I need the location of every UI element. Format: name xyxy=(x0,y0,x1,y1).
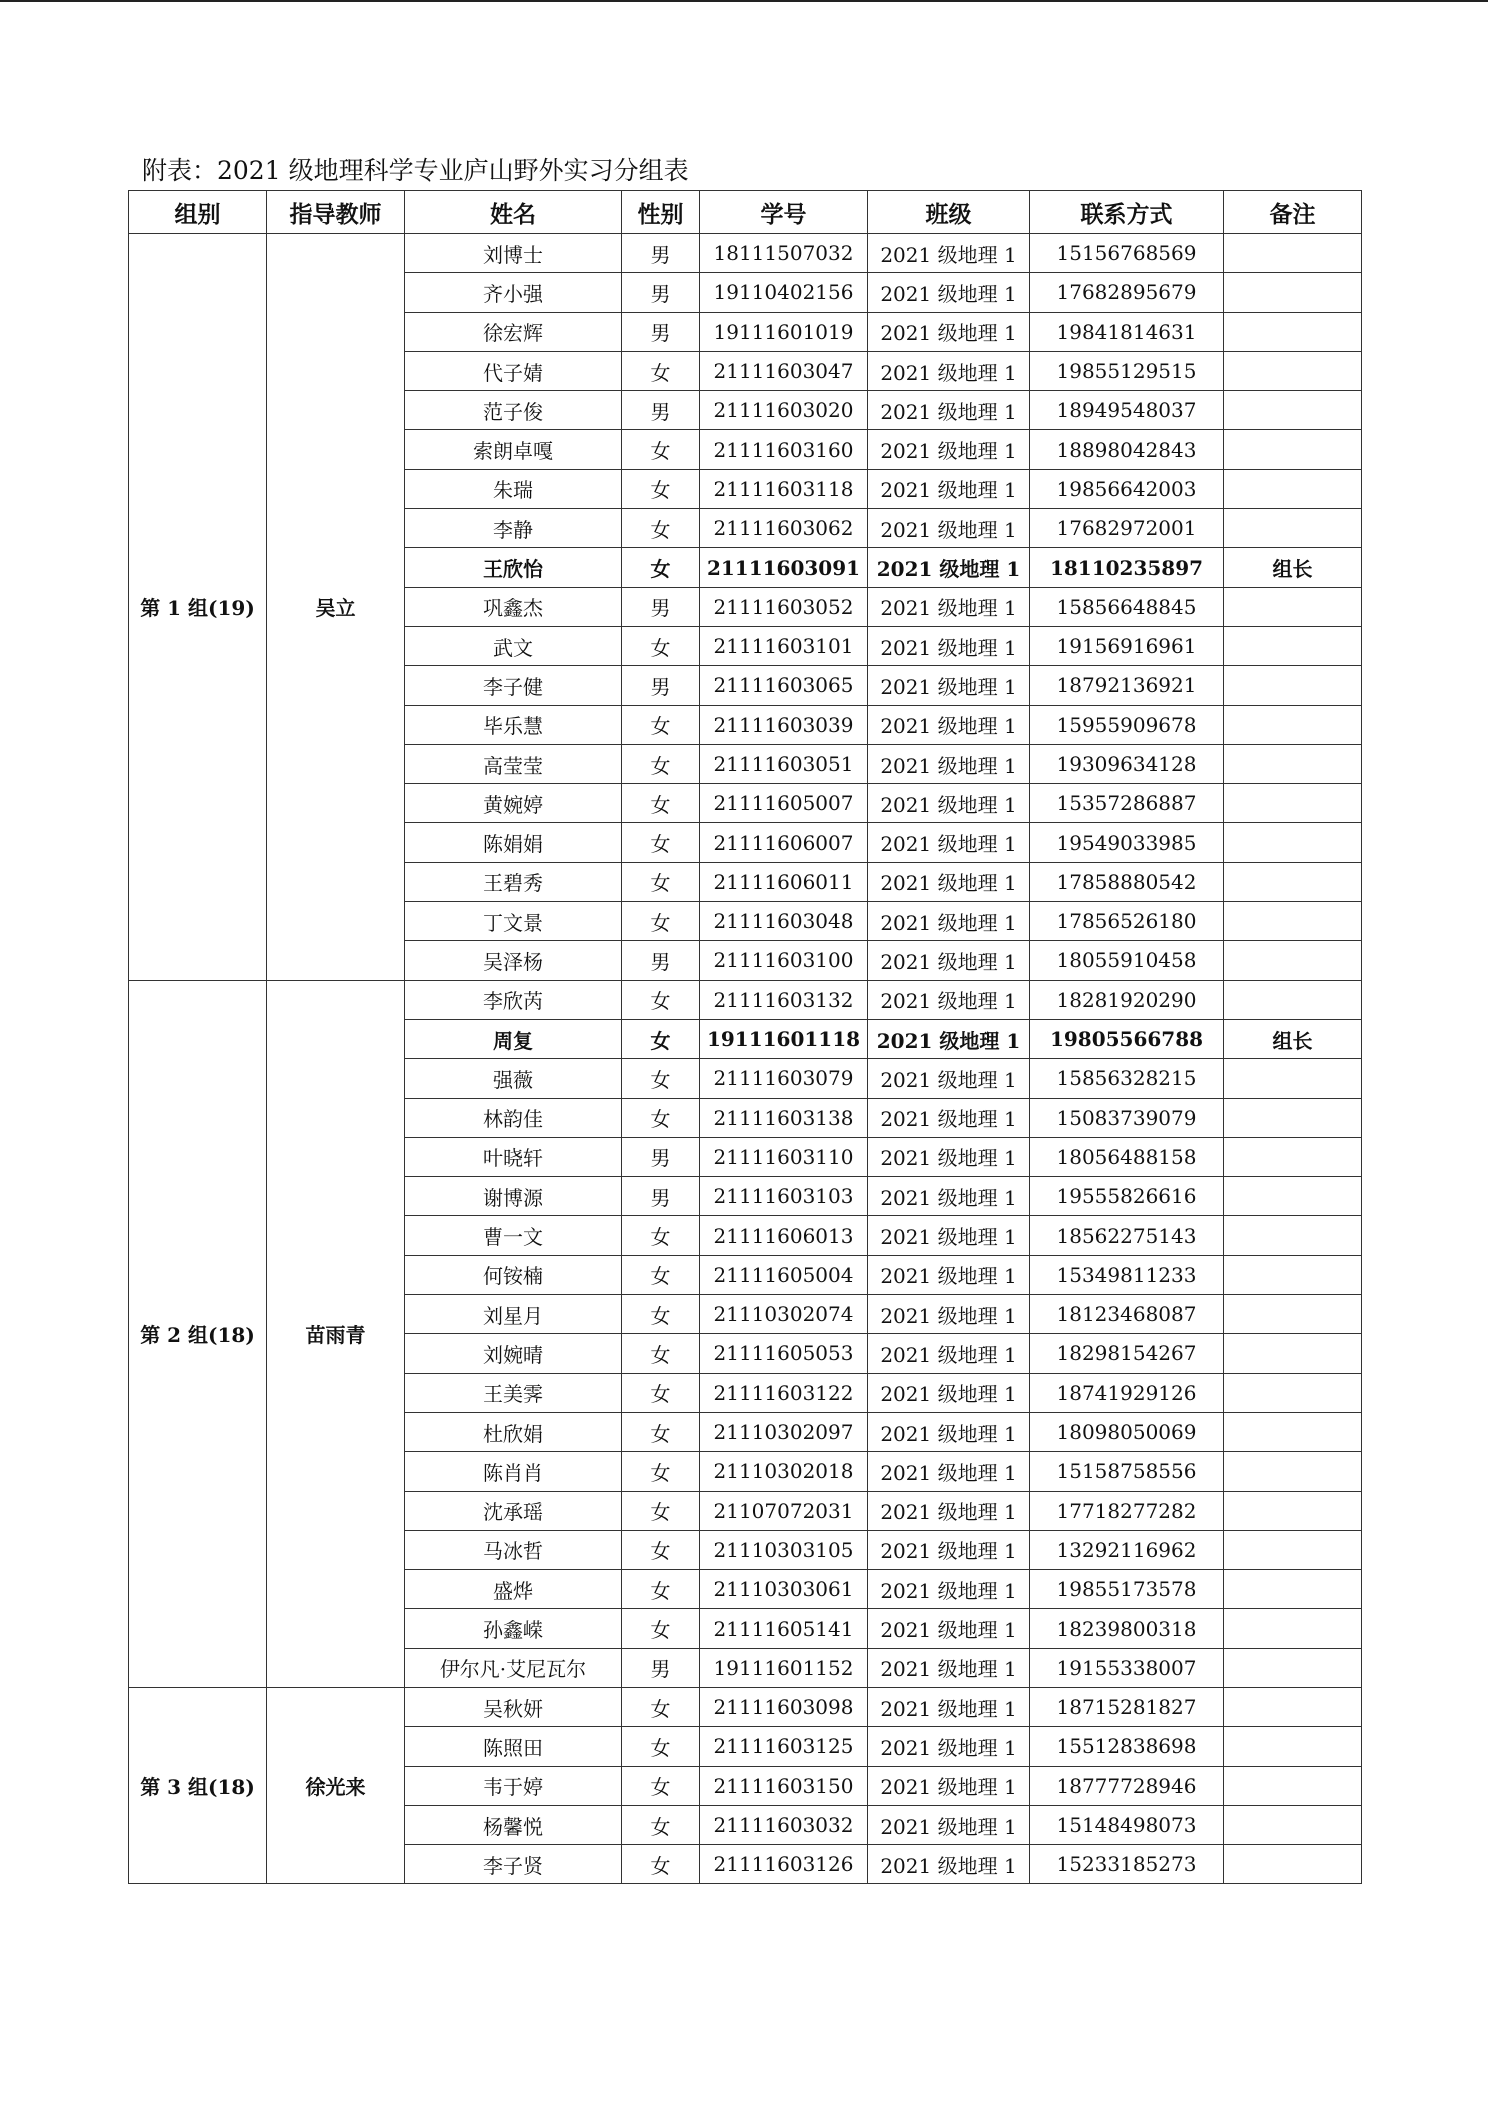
member-class: 2021 级地理 1 xyxy=(868,902,1030,941)
table-row xyxy=(129,1687,1362,1726)
member-student-id: 21111603122 xyxy=(700,1373,868,1412)
member-class: 2021 级地理 1 xyxy=(868,1687,1030,1726)
group-label: 第 2 组(18) xyxy=(129,980,267,1687)
member-remark: 组长 xyxy=(1224,1019,1362,1058)
member-name: 曹一文 xyxy=(405,1216,622,1255)
member-phone: 15349811233 xyxy=(1030,1255,1224,1294)
document-title: 附表：2021 级地理科学专业庐山野外实习分组表 xyxy=(142,156,689,185)
member-gender: 女 xyxy=(622,351,700,390)
member-class: 2021 级地理 1 xyxy=(868,1177,1030,1216)
member-gender: 男 xyxy=(622,666,700,705)
member-phone: 15156768569 xyxy=(1030,234,1224,273)
member-gender: 女 xyxy=(622,1805,700,1844)
member-class: 2021 级地理 1 xyxy=(868,1059,1030,1098)
member-remark xyxy=(1224,1059,1362,1098)
member-name: 陈照田 xyxy=(405,1727,622,1766)
table-body xyxy=(129,234,1362,1884)
member-class: 2021 级地理 1 xyxy=(868,784,1030,823)
member-remark xyxy=(1224,430,1362,469)
member-class: 2021 级地理 1 xyxy=(868,1530,1030,1569)
member-name: 杨馨悦 xyxy=(405,1805,622,1844)
member-gender: 女 xyxy=(622,862,700,901)
member-remark xyxy=(1224,1687,1362,1726)
table-row xyxy=(129,234,1362,273)
member-name: 黄婉婷 xyxy=(405,784,622,823)
member-gender: 男 xyxy=(622,312,700,351)
member-remark xyxy=(1224,941,1362,980)
member-name: 杜欣娟 xyxy=(405,1412,622,1451)
member-gender: 女 xyxy=(622,1609,700,1648)
member-name: 刘星月 xyxy=(405,1295,622,1334)
group-label: 第 3 组(18) xyxy=(129,1687,267,1883)
member-student-id: 21111603098 xyxy=(700,1687,868,1726)
member-remark xyxy=(1224,1412,1362,1451)
member-class: 2021 级地理 1 xyxy=(868,312,1030,351)
member-phone: 19549033985 xyxy=(1030,823,1224,862)
member-remark xyxy=(1224,1137,1362,1176)
member-name: 毕乐慧 xyxy=(405,705,622,744)
member-name: 孙鑫嵘 xyxy=(405,1609,622,1648)
member-remark xyxy=(1224,1334,1362,1373)
member-gender: 女 xyxy=(622,1334,700,1373)
member-student-id: 21111605141 xyxy=(700,1609,868,1648)
member-remark xyxy=(1224,902,1362,941)
member-gender: 男 xyxy=(622,1648,700,1687)
member-class: 2021 级地理 1 xyxy=(868,1805,1030,1844)
member-phone: 15856648845 xyxy=(1030,587,1224,626)
member-gender: 男 xyxy=(622,391,700,430)
member-gender: 女 xyxy=(622,980,700,1019)
member-remark xyxy=(1224,1648,1362,1687)
member-phone: 19855129515 xyxy=(1030,351,1224,390)
member-gender: 女 xyxy=(622,1766,700,1805)
member-remark xyxy=(1224,234,1362,273)
member-remark xyxy=(1224,1727,1362,1766)
member-class: 2021 级地理 1 xyxy=(868,351,1030,390)
member-gender: 男 xyxy=(622,587,700,626)
member-name: 吴秋妍 xyxy=(405,1687,622,1726)
member-phone: 18239800318 xyxy=(1030,1609,1224,1648)
member-name: 徐宏辉 xyxy=(405,312,622,351)
member-remark xyxy=(1224,1373,1362,1412)
member-class: 2021 级地理 1 xyxy=(868,430,1030,469)
member-student-id: 21111603048 xyxy=(700,902,868,941)
member-student-id: 21111603125 xyxy=(700,1727,868,1766)
member-student-id: 21111603118 xyxy=(700,469,868,508)
member-gender: 女 xyxy=(622,1255,700,1294)
member-phone: 18741929126 xyxy=(1030,1373,1224,1412)
member-phone: 17718277282 xyxy=(1030,1491,1224,1530)
member-phone: 15233185273 xyxy=(1030,1845,1224,1884)
member-class: 2021 级地理 1 xyxy=(868,1019,1030,1058)
member-class: 2021 级地理 1 xyxy=(868,548,1030,587)
member-student-id: 21111603091 xyxy=(700,548,868,587)
member-class: 2021 级地理 1 xyxy=(868,1570,1030,1609)
member-remark xyxy=(1224,1845,1362,1884)
member-remark xyxy=(1224,1530,1362,1569)
member-remark xyxy=(1224,705,1362,744)
member-name: 范子俊 xyxy=(405,391,622,430)
member-student-id: 21111605004 xyxy=(700,1255,868,1294)
member-gender: 女 xyxy=(622,1412,700,1451)
member-phone: 18777728946 xyxy=(1030,1766,1224,1805)
member-student-id: 21107072031 xyxy=(700,1491,868,1530)
member-name: 沈承瑶 xyxy=(405,1491,622,1530)
member-remark xyxy=(1224,862,1362,901)
member-student-id: 21111603052 xyxy=(700,587,868,626)
member-student-id: 21110302097 xyxy=(700,1412,868,1451)
member-gender: 女 xyxy=(622,1373,700,1412)
member-class: 2021 级地理 1 xyxy=(868,1412,1030,1451)
member-remark xyxy=(1224,784,1362,823)
header-gender: 性别 xyxy=(622,191,700,234)
member-student-id: 21111603065 xyxy=(700,666,868,705)
member-class: 2021 级地理 1 xyxy=(868,941,1030,980)
member-phone: 18298154267 xyxy=(1030,1334,1224,1373)
member-remark xyxy=(1224,1295,1362,1334)
member-gender: 男 xyxy=(622,273,700,312)
member-class: 2021 级地理 1 xyxy=(868,1216,1030,1255)
member-phone: 17856526180 xyxy=(1030,902,1224,941)
member-remark xyxy=(1224,1570,1362,1609)
grouping-table xyxy=(128,190,1362,1884)
member-gender: 女 xyxy=(622,548,700,587)
member-phone: 15512838698 xyxy=(1030,1727,1224,1766)
member-name: 陈肖肖 xyxy=(405,1452,622,1491)
member-gender: 男 xyxy=(622,234,700,273)
group-label: 第 1 组(19) xyxy=(129,234,267,981)
member-student-id: 21111603062 xyxy=(700,509,868,548)
member-phone: 18056488158 xyxy=(1030,1137,1224,1176)
member-student-id: 21110302074 xyxy=(700,1295,868,1334)
member-student-id: 21111603101 xyxy=(700,626,868,665)
member-student-id: 19111601118 xyxy=(700,1019,868,1058)
member-remark xyxy=(1224,273,1362,312)
member-name: 刘婉晴 xyxy=(405,1334,622,1373)
member-gender: 女 xyxy=(622,784,700,823)
member-name: 王碧秀 xyxy=(405,862,622,901)
member-gender: 男 xyxy=(622,941,700,980)
member-name: 代子婧 xyxy=(405,351,622,390)
member-remark xyxy=(1224,1177,1362,1216)
member-student-id: 21111603020 xyxy=(700,391,868,430)
member-phone: 18110235897 xyxy=(1030,548,1224,587)
member-class: 2021 级地理 1 xyxy=(868,1098,1030,1137)
member-gender: 女 xyxy=(622,1098,700,1137)
group-teacher: 吴立 xyxy=(267,234,405,981)
header-group: 组别 xyxy=(129,191,267,234)
group-teacher: 徐光来 xyxy=(267,1687,405,1883)
member-gender: 女 xyxy=(622,823,700,862)
member-student-id: 21111603079 xyxy=(700,1059,868,1098)
table-row xyxy=(129,980,1362,1019)
member-class: 2021 级地理 1 xyxy=(868,587,1030,626)
member-phone: 19841814631 xyxy=(1030,312,1224,351)
member-student-id: 21111603126 xyxy=(700,1845,868,1884)
member-phone: 19555826616 xyxy=(1030,1177,1224,1216)
member-class: 2021 级地理 1 xyxy=(868,1295,1030,1334)
member-phone: 18123468087 xyxy=(1030,1295,1224,1334)
member-student-id: 21111603100 xyxy=(700,941,868,980)
member-class: 2021 级地理 1 xyxy=(868,234,1030,273)
member-gender: 女 xyxy=(622,1059,700,1098)
member-remark xyxy=(1224,823,1362,862)
member-name: 谢博源 xyxy=(405,1177,622,1216)
member-class: 2021 级地理 1 xyxy=(868,823,1030,862)
member-phone: 17682972001 xyxy=(1030,509,1224,548)
member-gender: 女 xyxy=(622,1727,700,1766)
header-remark: 备注 xyxy=(1224,191,1362,234)
member-class: 2021 级地理 1 xyxy=(868,744,1030,783)
member-class: 2021 级地理 1 xyxy=(868,1845,1030,1884)
member-gender: 女 xyxy=(622,469,700,508)
member-class: 2021 级地理 1 xyxy=(868,509,1030,548)
member-name: 韦于婷 xyxy=(405,1766,622,1805)
member-remark xyxy=(1224,509,1362,548)
member-student-id: 21111603032 xyxy=(700,1805,868,1844)
header-row xyxy=(129,191,1362,234)
member-name: 周复 xyxy=(405,1019,622,1058)
member-remark xyxy=(1224,666,1362,705)
member-class: 2021 级地理 1 xyxy=(868,1766,1030,1805)
member-gender: 女 xyxy=(622,705,700,744)
member-name: 陈娟娟 xyxy=(405,823,622,862)
member-remark xyxy=(1224,391,1362,430)
member-phone: 19309634128 xyxy=(1030,744,1224,783)
member-student-id: 21111603047 xyxy=(700,351,868,390)
member-gender: 男 xyxy=(622,1177,700,1216)
member-remark xyxy=(1224,1805,1362,1844)
member-student-id: 21110302018 xyxy=(700,1452,868,1491)
member-phone: 19856642003 xyxy=(1030,469,1224,508)
member-name: 刘博士 xyxy=(405,234,622,273)
member-class: 2021 级地理 1 xyxy=(868,705,1030,744)
member-class: 2021 级地理 1 xyxy=(868,1137,1030,1176)
member-gender: 女 xyxy=(622,1295,700,1334)
member-phone: 13292116962 xyxy=(1030,1530,1224,1569)
member-phone: 18898042843 xyxy=(1030,430,1224,469)
member-remark xyxy=(1224,351,1362,390)
member-remark xyxy=(1224,980,1362,1019)
member-gender: 女 xyxy=(622,509,700,548)
member-phone: 15148498073 xyxy=(1030,1805,1224,1844)
member-name: 朱瑞 xyxy=(405,469,622,508)
member-remark xyxy=(1224,1255,1362,1294)
member-gender: 女 xyxy=(622,1570,700,1609)
member-phone: 15856328215 xyxy=(1030,1059,1224,1098)
member-student-id: 21111605053 xyxy=(700,1334,868,1373)
member-phone: 18562275143 xyxy=(1030,1216,1224,1255)
member-student-id: 21111603039 xyxy=(700,705,868,744)
member-class: 2021 级地理 1 xyxy=(868,1373,1030,1412)
member-student-id: 21111603138 xyxy=(700,1098,868,1137)
member-remark xyxy=(1224,587,1362,626)
member-gender: 女 xyxy=(622,430,700,469)
member-phone: 17682895679 xyxy=(1030,273,1224,312)
member-remark xyxy=(1224,1766,1362,1805)
member-phone: 19155338007 xyxy=(1030,1648,1224,1687)
member-name: 李静 xyxy=(405,509,622,548)
header-class: 班级 xyxy=(868,191,1030,234)
member-student-id: 21111606011 xyxy=(700,862,868,901)
member-phone: 18792136921 xyxy=(1030,666,1224,705)
header-teacher: 指导教师 xyxy=(267,191,405,234)
member-remark xyxy=(1224,626,1362,665)
member-class: 2021 级地理 1 xyxy=(868,1609,1030,1648)
member-gender: 女 xyxy=(622,1491,700,1530)
member-remark xyxy=(1224,1609,1362,1648)
member-student-id: 19111601019 xyxy=(700,312,868,351)
member-class: 2021 级地理 1 xyxy=(868,1727,1030,1766)
member-name: 何铵楠 xyxy=(405,1255,622,1294)
member-phone: 18715281827 xyxy=(1030,1687,1224,1726)
member-student-id: 21111603103 xyxy=(700,1177,868,1216)
member-phone: 15083739079 xyxy=(1030,1098,1224,1137)
member-phone: 15158758556 xyxy=(1030,1452,1224,1491)
member-student-id: 21111603132 xyxy=(700,980,868,1019)
member-student-id: 21111603160 xyxy=(700,430,868,469)
member-phone: 18055910458 xyxy=(1030,941,1224,980)
member-gender: 女 xyxy=(622,1019,700,1058)
member-gender: 男 xyxy=(622,1137,700,1176)
member-name: 伊尔凡·艾尼瓦尔 xyxy=(405,1648,622,1687)
member-class: 2021 级地理 1 xyxy=(868,391,1030,430)
member-class: 2021 级地理 1 xyxy=(868,273,1030,312)
member-remark xyxy=(1224,744,1362,783)
member-remark: 组长 xyxy=(1224,548,1362,587)
member-remark xyxy=(1224,1216,1362,1255)
member-remark xyxy=(1224,469,1362,508)
member-name: 丁文景 xyxy=(405,902,622,941)
member-name: 齐小强 xyxy=(405,273,622,312)
member-name: 巩鑫杰 xyxy=(405,587,622,626)
member-phone: 18281920290 xyxy=(1030,980,1224,1019)
member-gender: 女 xyxy=(622,902,700,941)
member-name: 高莹莹 xyxy=(405,744,622,783)
member-student-id: 21111606013 xyxy=(700,1216,868,1255)
member-student-id: 18111507032 xyxy=(700,234,868,273)
member-name: 李子健 xyxy=(405,666,622,705)
member-student-id: 21111603150 xyxy=(700,1766,868,1805)
member-gender: 女 xyxy=(622,1687,700,1726)
member-class: 2021 级地理 1 xyxy=(868,666,1030,705)
member-class: 2021 级地理 1 xyxy=(868,980,1030,1019)
member-student-id: 21111606007 xyxy=(700,823,868,862)
member-name: 武文 xyxy=(405,626,622,665)
member-student-id: 21111605007 xyxy=(700,784,868,823)
member-gender: 女 xyxy=(622,1845,700,1884)
member-student-id: 21111603051 xyxy=(700,744,868,783)
header-student-id: 学号 xyxy=(700,191,868,234)
member-phone: 15357286887 xyxy=(1030,784,1224,823)
member-class: 2021 级地理 1 xyxy=(868,1255,1030,1294)
member-phone: 19156916961 xyxy=(1030,626,1224,665)
header-contact: 联系方式 xyxy=(1030,191,1224,234)
member-name: 马冰哲 xyxy=(405,1530,622,1569)
member-student-id: 19111601152 xyxy=(700,1648,868,1687)
member-remark xyxy=(1224,1491,1362,1530)
member-name: 吴泽杨 xyxy=(405,941,622,980)
member-name: 索朗卓嘎 xyxy=(405,430,622,469)
member-class: 2021 级地理 1 xyxy=(868,469,1030,508)
member-name: 王欣怡 xyxy=(405,548,622,587)
group-teacher: 苗雨青 xyxy=(267,980,405,1687)
member-phone: 17858880542 xyxy=(1030,862,1224,901)
member-student-id: 21110303061 xyxy=(700,1570,868,1609)
page-top-border xyxy=(0,0,1488,2)
member-student-id: 21111603110 xyxy=(700,1137,868,1176)
member-class: 2021 级地理 1 xyxy=(868,1452,1030,1491)
member-gender: 女 xyxy=(622,1216,700,1255)
member-class: 2021 级地理 1 xyxy=(868,1648,1030,1687)
member-name: 林韵佳 xyxy=(405,1098,622,1137)
member-remark xyxy=(1224,312,1362,351)
member-name: 盛烨 xyxy=(405,1570,622,1609)
member-phone: 15955909678 xyxy=(1030,705,1224,744)
member-phone: 19855173578 xyxy=(1030,1570,1224,1609)
member-remark xyxy=(1224,1452,1362,1491)
member-gender: 女 xyxy=(622,626,700,665)
member-name: 叶晓轩 xyxy=(405,1137,622,1176)
member-class: 2021 级地理 1 xyxy=(868,1334,1030,1373)
member-gender: 女 xyxy=(622,744,700,783)
member-gender: 女 xyxy=(622,1530,700,1569)
member-name: 强薇 xyxy=(405,1059,622,1098)
member-phone: 18949548037 xyxy=(1030,391,1224,430)
member-name: 王美霁 xyxy=(405,1373,622,1412)
member-phone: 18098050069 xyxy=(1030,1412,1224,1451)
member-phone: 19805566788 xyxy=(1030,1019,1224,1058)
member-class: 2021 级地理 1 xyxy=(868,1491,1030,1530)
member-class: 2021 级地理 1 xyxy=(868,626,1030,665)
header-name: 姓名 xyxy=(405,191,622,234)
member-remark xyxy=(1224,1098,1362,1137)
member-gender: 女 xyxy=(622,1452,700,1491)
member-student-id: 21110303105 xyxy=(700,1530,868,1569)
member-name: 李欣芮 xyxy=(405,980,622,1019)
member-student-id: 19110402156 xyxy=(700,273,868,312)
member-name: 李子贤 xyxy=(405,1845,622,1884)
member-class: 2021 级地理 1 xyxy=(868,862,1030,901)
